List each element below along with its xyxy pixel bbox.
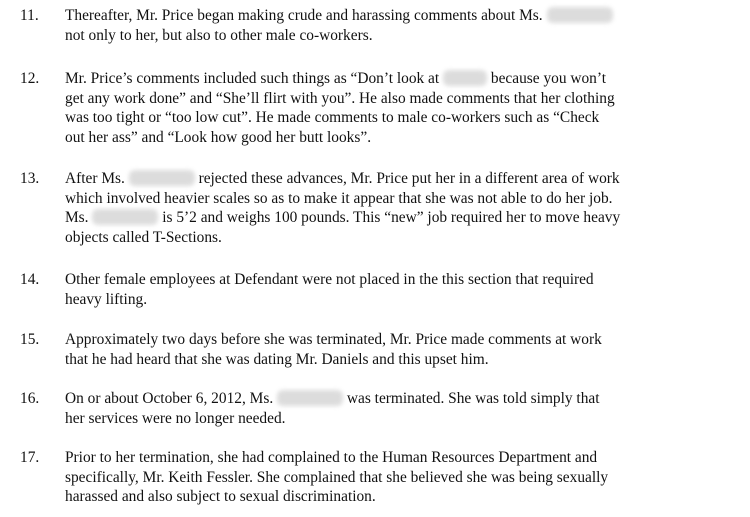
- text-line: specifically, Mr. Keith Fessler. She complained that she believed she was being sexually: [65, 468, 609, 486]
- paragraph-text: [65, 169, 737, 247]
- paragraph-text: [65, 6, 737, 45]
- text-line: that he had heard that she was dating Mr. Daniels and this upset him.: [65, 350, 489, 368]
- text-line: her services were no longer needed.: [65, 409, 286, 427]
- text-line: objects called T-Sections.: [65, 228, 222, 246]
- paragraph-number: 17.: [20, 449, 40, 466]
- redacted-name: [92, 209, 158, 225]
- paragraph-number: 15.: [20, 331, 40, 348]
- text-line: harassed and also subject to sexual discrimination.: [65, 488, 376, 505]
- text-line: out her ass” and “Look how good her butt looks”.: [65, 128, 372, 146]
- paragraph-number: 11.: [20, 7, 39, 24]
- redacted-name: [129, 170, 195, 186]
- text-line: was too tight or “too low cut”. He made comments to male co-workers such as “Check: [65, 109, 600, 126]
- paragraph-text: [65, 270, 737, 309]
- redacted-name: [547, 7, 613, 23]
- text-line: Prior to her termination, she had complained to the Human Resources Department and: [65, 449, 598, 466]
- text-line: not only to her, but also to other male co-workers.: [65, 26, 373, 44]
- paragraph-text: [65, 69, 737, 147]
- text-line: On or about October 6, 2012, Ms. was terminated. She was told simply that: [65, 390, 600, 407]
- text-line: After Ms. rejected these advances, Mr. Price put her in a different area of work: [65, 170, 620, 187]
- text-line: Thereafter, Mr. Price began making crude and harassing comments about Ms.: [65, 6, 737, 26]
- text-line: which involved heavier scales so as to make it appear that she was not able to do her job.: [65, 189, 613, 207]
- paragraph-number: 14.: [20, 271, 40, 288]
- paragraph-number: 13.: [20, 170, 40, 187]
- redacted-name: [443, 70, 487, 86]
- paragraph-text: [65, 448, 737, 507]
- text-line: Approximately two days before she was terminated, Mr. Price made comments at work: [65, 331, 602, 348]
- paragraph-number: 16.: [20, 390, 40, 407]
- paragraph-text: [65, 389, 737, 428]
- text-line: Other female employees at Defendant were not placed in the this section that required: [65, 271, 594, 288]
- paragraph-number: 12.: [20, 70, 40, 87]
- text-line: Mr. Price’s comments included such things as “Don’t look at because you won’t: [65, 70, 607, 87]
- text-line: heavy lifting.: [65, 290, 148, 308]
- redacted-name: [277, 390, 343, 406]
- paragraph-text: [65, 330, 737, 369]
- text-line: Ms. is 5’2 and weighs 100 pounds. This “new” job required her to move heavy: [65, 209, 621, 226]
- text-line: get any work done” and “She’ll flirt with you”. He also made comments that her clothing: [65, 89, 615, 107]
